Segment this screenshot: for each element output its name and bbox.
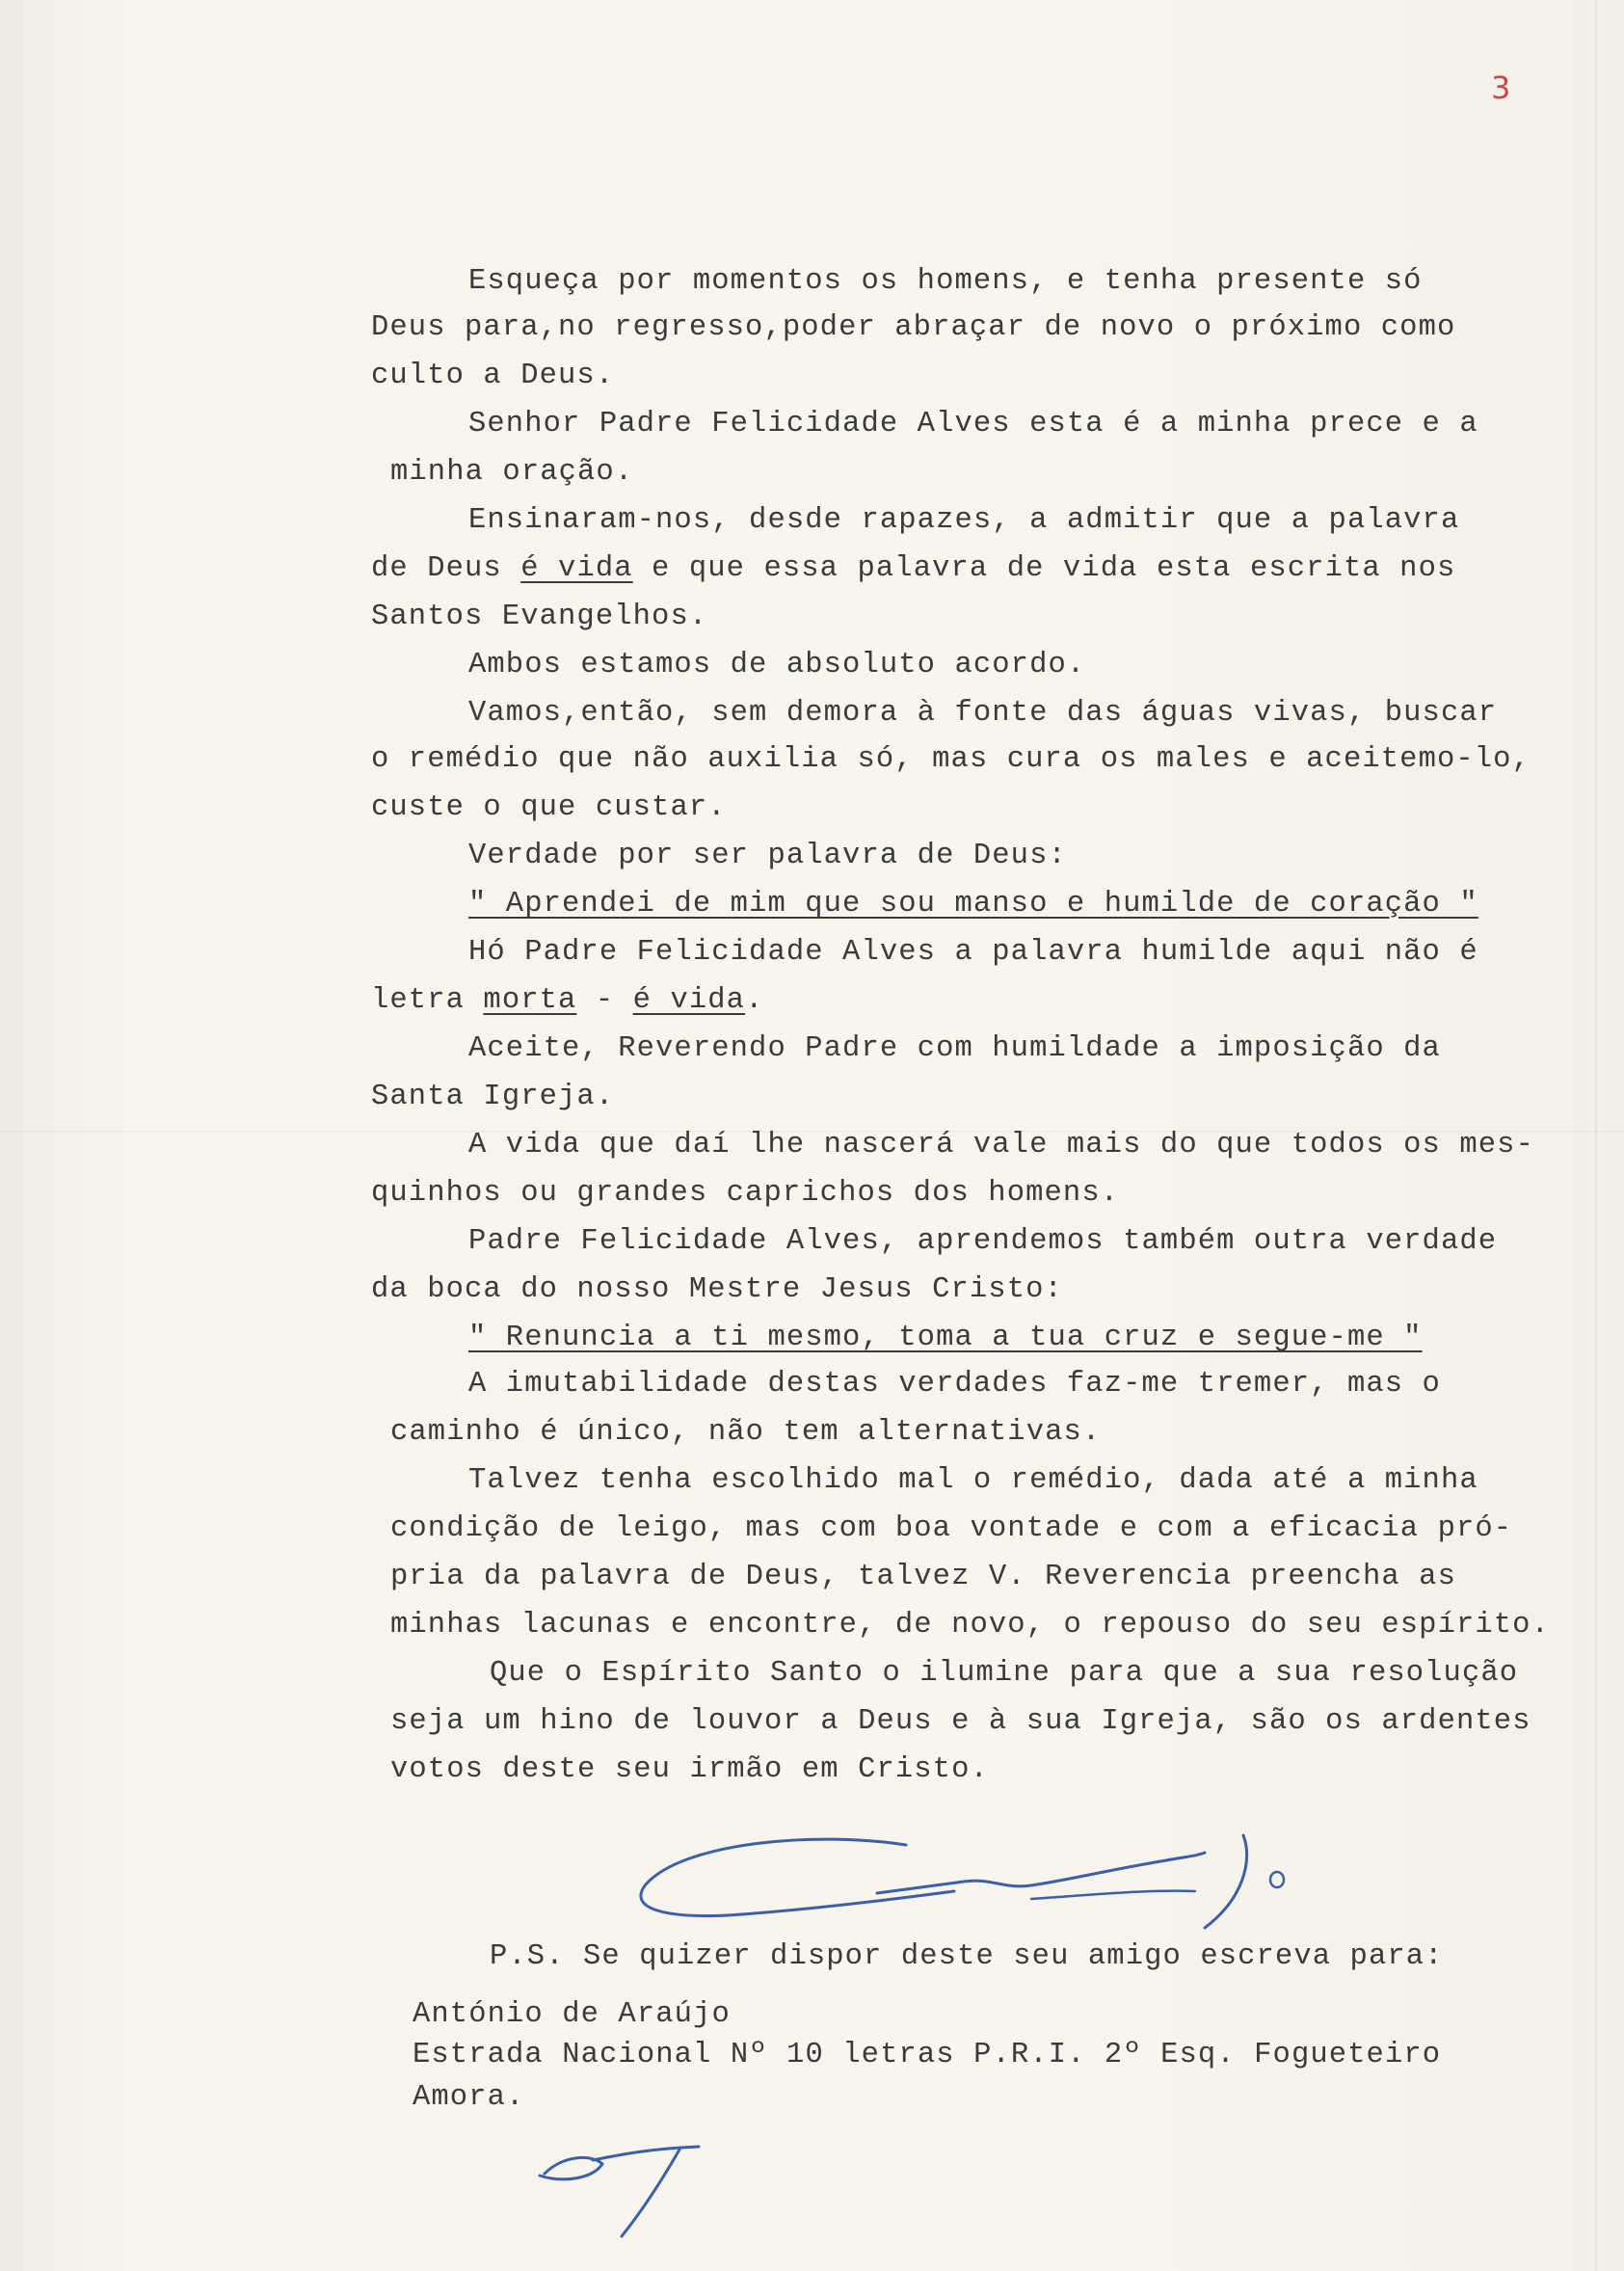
text-line: A imutabilidade destas verdades faz-me tremer, mas o xyxy=(468,1368,1441,1401)
sender-city: Amora. xyxy=(413,2081,525,2114)
text-run: e que essa palavra de vida esta escrita nos xyxy=(632,552,1456,585)
page-edge-shadow xyxy=(1595,0,1597,2271)
text-line: Vamos,então, sem demora à fonte das águas vivas, buscar xyxy=(468,697,1498,730)
text-line: Santa Igreja. xyxy=(371,1081,615,1113)
ps-line: P.S. Se quizer dispor deste seu amigo escreva para: xyxy=(490,1940,1444,1973)
underlined-text: é vida xyxy=(632,984,746,1017)
page-number: 3 xyxy=(1491,69,1511,106)
text-line: da boca do nosso Mestre Jesus Cristo: xyxy=(371,1273,1063,1306)
text-line: Aceite, Reverendo Padre com humildade a imposição da xyxy=(468,1032,1441,1065)
text-line: minhas lacunas e encontre, de novo, o repouso do seu espírito. xyxy=(390,1609,1550,1642)
text-run: letra xyxy=(371,984,484,1017)
text-line: Talvez tenha escolhido mal o remédio, dada até a minha xyxy=(468,1464,1478,1497)
text-line: condição de leigo, mas com boa vontade e com a eficacia pró- xyxy=(390,1512,1513,1545)
quoted-verse: " Renuncia a ti mesmo, toma a tua cruz e segue-me " xyxy=(468,1322,1423,1354)
sender-name: António de Araújo xyxy=(413,1998,731,2031)
text-line: minha oração. xyxy=(390,456,634,489)
text-line: culto a Deus. xyxy=(371,360,615,392)
text-line: Esqueça por momentos os homens, e tenha presente só xyxy=(468,265,1423,298)
text-line: caminho é único, não tem alternativas. xyxy=(390,1416,1102,1449)
text-line: Deus para,no regresso,poder abraçar de novo o próximo como xyxy=(371,311,1456,344)
text-line: quinhos ou grandes caprichos dos homens. xyxy=(371,1177,1120,1210)
text-line: Hó Padre Felicidade Alves a palavra humilde aqui não é xyxy=(468,936,1478,969)
handwritten-initials xyxy=(535,2125,728,2241)
text-run: . xyxy=(745,984,764,1017)
text-line: o remédio que não auxilia só, mas cura os males e aceitemo-lo, xyxy=(371,743,1531,776)
quoted-verse: " Aprendei de mim que sou manso e humilde de coração " xyxy=(468,888,1478,921)
text-run: de Deus xyxy=(371,552,521,585)
handwritten-signature xyxy=(626,1831,1349,1947)
underlined-text: é vida xyxy=(520,552,633,585)
sender-address: Estrada Nacional Nº 10 letras P.R.I. 2º Esq. Fogueteiro xyxy=(413,2039,1442,2071)
text-line: Senhor Padre Felicidade Alves esta é a minha prece e a xyxy=(468,408,1478,441)
text-line: Ambos estamos de absoluto acordo. xyxy=(468,649,1086,681)
text-line: Padre Felicidade Alves, aprendemos também outra verdade xyxy=(468,1225,1498,1258)
text-line xyxy=(371,549,1455,588)
text-line: Santos Evangelhos. xyxy=(371,601,708,633)
text-line: A vida que daí lhe nascerá vale mais do que todos os mes- xyxy=(468,1129,1534,1162)
underlined-text: morta xyxy=(483,984,577,1017)
text-line: custe o que custar. xyxy=(371,791,727,824)
text-line: Ensinaram-nos, desde rapazes, a admitir que a palavra xyxy=(468,504,1460,537)
text-line: Verdade por ser palavra de Deus: xyxy=(468,840,1067,872)
text-line: pria da palavra de Deus, talvez V. Reverencia preencha as xyxy=(390,1561,1456,1593)
text-line: Que o Espírito Santo o ilumine para que a sua resolução xyxy=(490,1657,1519,1690)
text-line: votos deste seu irmão em Cristo. xyxy=(390,1753,989,1786)
text-line: seja um hino de louvor a Deus e à sua Igreja, são os ardentes xyxy=(390,1705,1531,1738)
text-line xyxy=(371,981,763,1020)
text-run: - xyxy=(576,984,633,1017)
